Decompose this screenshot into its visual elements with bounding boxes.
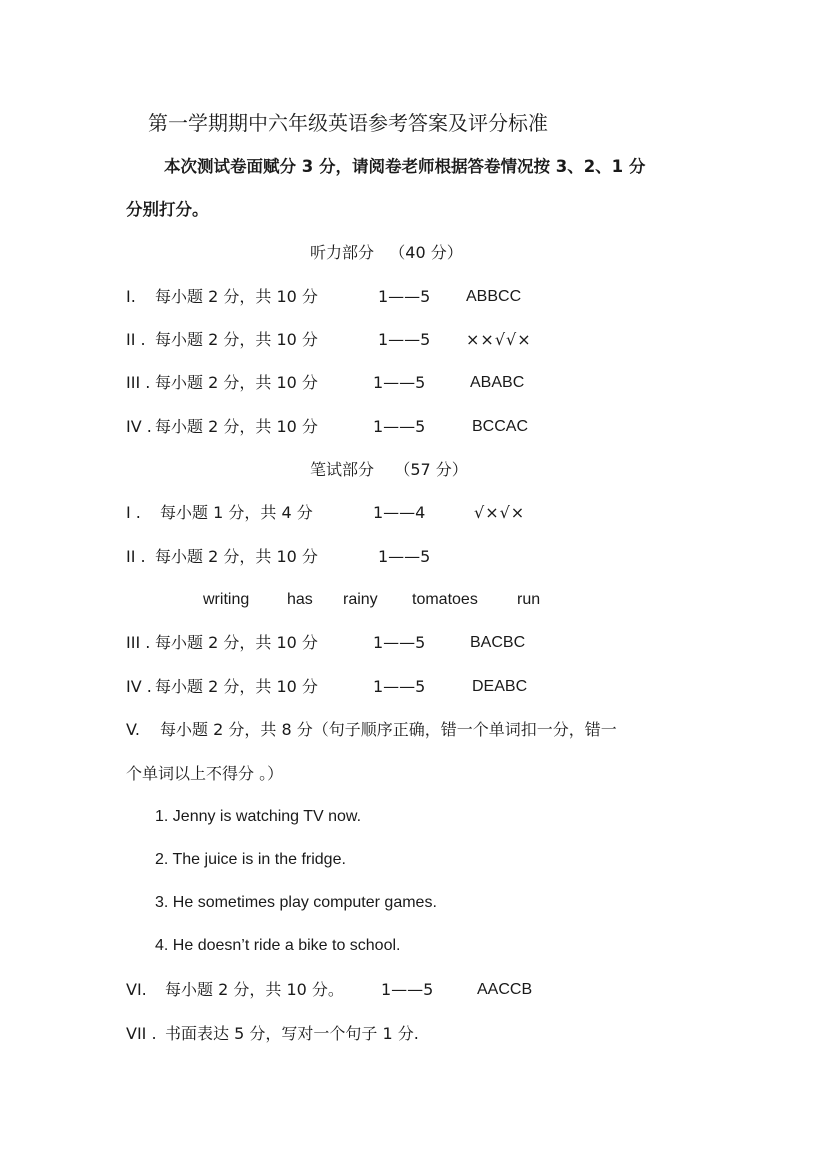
row-description: 每小题 2 分，共 10 分 xyxy=(155,287,318,306)
row-range: 1——5 xyxy=(373,633,426,652)
sentence-answer: 3. He sometimes play computer games. xyxy=(155,894,437,911)
row-description: 每小题 2 分，共 10 分。 xyxy=(165,980,344,999)
row-answer: ABBCC xyxy=(466,288,522,305)
row-range: 1——5 xyxy=(378,547,431,566)
writing-heading: 笔试部分 （57 分） xyxy=(310,460,468,479)
row-range: 1——4 xyxy=(373,503,426,522)
row-answer: BACBC xyxy=(470,634,526,651)
page-title: 第一学期期中六年级英语参考答案及评分标准 xyxy=(148,111,548,135)
row-number: II . xyxy=(126,547,146,566)
row-description-cont: 个单词以上不得分 。） xyxy=(126,764,284,783)
row-description: 书面表达 5 分，写对一个句子 1 分. xyxy=(165,1024,419,1043)
row-description: 每小题 2 分，共 10 分 xyxy=(155,330,318,349)
row-description: 每小题 1 分，共 4 分 xyxy=(160,503,313,522)
row-number: VII . xyxy=(126,1024,157,1043)
sentence-answer: 4. He doesn’t ride a bike to school. xyxy=(155,937,401,954)
row-number: III . xyxy=(126,633,151,652)
row-answer: BCCAC xyxy=(472,418,529,435)
word-answer: run xyxy=(517,591,541,608)
word-answer: rainy xyxy=(343,591,378,608)
row-answer: AACCB xyxy=(477,981,533,998)
row-number: III . xyxy=(126,373,151,392)
row-range: 1——5 xyxy=(373,417,426,436)
row-description: 每小题 2 分，共 10 分 xyxy=(155,373,318,392)
word-answer: has xyxy=(287,591,313,608)
row-number: V. xyxy=(126,720,140,739)
row-number: VI. xyxy=(126,980,147,999)
sentence-answer: 2. The juice is in the fridge. xyxy=(155,851,346,868)
row-answer: ××√√× xyxy=(466,330,532,349)
row-description: 每小题 2 分，共 10 分 xyxy=(155,633,318,652)
word-answer: tomatoes xyxy=(412,591,478,608)
row-range: 1——5 xyxy=(373,677,426,696)
row-description: 每小题 2 分，共 10 分 xyxy=(155,677,318,696)
sentence-answer: 1. Jenny is watching TV now. xyxy=(155,808,362,825)
row-number: I. xyxy=(126,287,136,306)
row-number: I . xyxy=(126,503,141,522)
row-description: 每小题 2 分，共 10 分 xyxy=(155,547,318,566)
row-answer: ABABC xyxy=(470,374,525,391)
scoring-note-line1: 本次测试卷面赋分 3 分，请阅卷老师根据答卷情况按 3、2、1 分 xyxy=(164,157,646,176)
row-range: 1——5 xyxy=(373,373,426,392)
row-answer: DEABC xyxy=(472,678,528,695)
listening-heading: 听力部分 （40 分） xyxy=(310,243,463,262)
row-range: 1——5 xyxy=(381,980,434,999)
word-answer: writing xyxy=(203,591,250,608)
row-answer: √×√× xyxy=(474,503,526,522)
row-description: 每小题 2 分，共 10 分 xyxy=(155,417,318,436)
row-number: IV . xyxy=(126,677,152,696)
row-description: 每小题 2 分，共 8 分（句子顺序正确，错一个单词扣一分，错一 xyxy=(160,720,617,739)
row-range: 1——5 xyxy=(378,287,431,306)
row-number: II . xyxy=(126,330,146,349)
row-number: IV . xyxy=(126,417,152,436)
row-range: 1——5 xyxy=(378,330,431,349)
scoring-note-line2: 分别打分。 xyxy=(126,200,209,219)
